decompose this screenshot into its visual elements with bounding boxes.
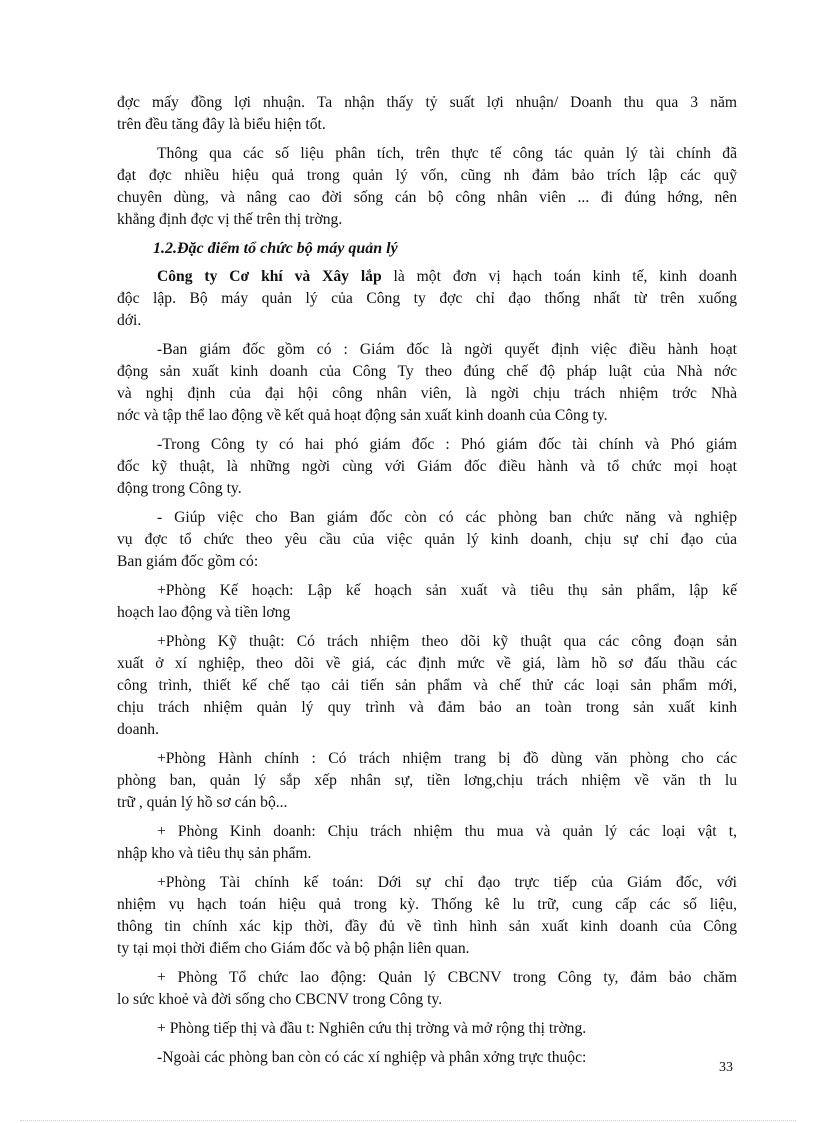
text-line: đợc mấy đồng lợi nhuận. Ta nhận thấy tỷ suất lợi nhuận/ Doanh thu qua 3 năm bbox=[117, 94, 737, 111]
text-line: lo sức khoẻ và đời sống cho CBCNV trong Công ty. bbox=[117, 991, 443, 1008]
text-line: đạt đợc nhiều hiệu quả trong quản lý vốn, cũng nh đảm bảo trích lập các quỹ bbox=[117, 167, 737, 184]
text-line: nớc và tập thể lao động về kết quả hoạt động sản xuất kinh doanh của Công ty. bbox=[117, 407, 608, 424]
document-page bbox=[117, 92, 737, 1076]
text-line: doanh. bbox=[117, 721, 160, 738]
paragraph-business-dept bbox=[117, 821, 737, 865]
text-line bbox=[117, 266, 737, 288]
text-line: ty tại mọi thời điểm cho Giám đốc và bộ phận liên quan. bbox=[117, 940, 470, 957]
paragraph-planning-dept bbox=[117, 580, 737, 624]
text-line: dới. bbox=[117, 312, 142, 329]
paragraph-marketing-dept bbox=[117, 1018, 737, 1040]
text-line: + Phòng Kinh doanh: Chịu trách nhiệm thu mua và quản lý các loại vật t, bbox=[157, 823, 737, 840]
text-line: vụ đợc tổ chức theo yêu cầu của việc quản lý kinh doanh, chịu sự chỉ đạo của bbox=[117, 531, 737, 548]
text-line: -Ban giám đốc gồm có : Giám đốc là ngời quyết định việc điều hành hoạt bbox=[157, 341, 737, 358]
text-line: và nghị định của đại hội công nhân viên, là ngời chịu trách nhiệm trớc Nhà bbox=[117, 385, 737, 402]
paragraph-finance-dept bbox=[117, 872, 737, 960]
text-line: trữ , quản lý hồ sơ cán bộ... bbox=[117, 794, 288, 811]
text-line: +Phòng Hành chính : Có trách nhiệm trang bị đồ dùng văn phòng cho các bbox=[157, 750, 737, 767]
text-line: khẳng định đợc vị thế trên thị trờng. bbox=[117, 211, 343, 228]
text-line: động trong Công ty. bbox=[117, 480, 242, 497]
paragraph-board bbox=[117, 339, 737, 427]
text-line: công trình, thiết kế chế tạo cải tiến sản phẩm và chế thử các loại sản phẩm mới, bbox=[117, 677, 737, 694]
text-fragment: là một đơn vị hạch toán kinh tế, kinh doanh bbox=[381, 268, 737, 285]
text-line: + Phòng tiếp thị và đầu t: Nghiên cứu thị trờng và mở rộng thị trờng. bbox=[157, 1020, 587, 1037]
text-line: chịu trách nhiệm quản lý quy trình và đảm bảo an toàn trong sản xuất kinh bbox=[117, 699, 737, 716]
paragraph-technical-dept bbox=[117, 631, 737, 741]
text-line: -Ngoài các phòng ban còn có các xí nghiệp và phân xởng trực thuộc: bbox=[157, 1049, 587, 1066]
section-heading: 1.2.Đặc điểm tổ chức bộ máy quản lý bbox=[153, 240, 398, 257]
paragraph-financial-analysis bbox=[117, 143, 737, 231]
text-line: -Trong Công ty có hai phó giám đốc : Phó giám đốc tài chính và Phó giám bbox=[157, 436, 737, 453]
text-line: thông tin chính xác kịp thời, đầy đủ về tình hình sản xuất kinh doanh của Công bbox=[117, 918, 737, 935]
text-line: trên đều tăng đây là biểu hiện tốt. bbox=[117, 116, 326, 133]
paragraph-other-units bbox=[117, 1047, 737, 1069]
text-line: - Giúp việc cho Ban giám đốc còn có các phòng ban chức năng và nghiệp bbox=[157, 509, 737, 526]
paragraph-profit-ratio bbox=[117, 92, 737, 136]
text-line: xuất ở xí nghiệp, theo dõi về giá, các định mức về giá, làm hồ sơ đấu thầu các bbox=[117, 655, 737, 672]
paragraph-company-intro bbox=[117, 266, 737, 332]
text-line: phòng ban, quản lý sắp xếp nhân sự, tiền lơng,chịu trách nhiệm về văn th lu bbox=[117, 772, 737, 789]
text-line: hoạch lao động và tiền lơng bbox=[117, 604, 291, 621]
text-line: đốc kỹ thuật, là những ngời cùng với Giám đốc điều hành và tổ chức mọi hoạt bbox=[117, 458, 737, 475]
text-line: Thông qua các số liệu phân tích, trên thực tế công tác quản lý tài chính đã bbox=[157, 145, 737, 162]
footer-divider bbox=[20, 1120, 796, 1121]
paragraph-deputy-directors bbox=[117, 434, 737, 500]
text-line: +Phòng Kế hoạch: Lập kế hoạch sản xuất và tiêu thụ sản phẩm, lập kế bbox=[157, 582, 737, 599]
paragraph-admin-dept bbox=[117, 748, 737, 814]
text-line: nhiệm vụ hạch toán hiệu quả trong kỳ. Thống kê lu trữ, cung cấp các số liệu, bbox=[117, 896, 737, 913]
text-line: +Phòng Kỹ thuật: Có trách nhiệm theo dõi kỹ thuật qua các công đoạn sản bbox=[157, 633, 737, 650]
text-line: độc lập. Bộ máy quản lý của Công ty đợc chỉ đạo thống nhất từ trên xuống bbox=[117, 290, 737, 307]
text-line: động sản xuất kinh doanh của Công Ty theo đúng chế độ pháp luật của Nhà nớc bbox=[117, 363, 737, 380]
paragraph-departments-intro bbox=[117, 507, 737, 573]
page-number: 33 bbox=[719, 1060, 733, 1075]
text-line: + Phòng Tổ chức lao động: Quản lý CBCNV trong Công ty, đảm bảo chăm bbox=[157, 969, 737, 986]
text-line: nhập kho và tiêu thụ sản phẩm. bbox=[117, 845, 312, 862]
company-name: Công ty Cơ khí và Xây lắp bbox=[157, 268, 382, 285]
text-line: Ban giám đốc gồm có: bbox=[117, 553, 259, 570]
text-line: +Phòng Tài chính kế toán: Dới sự chỉ đạo trực tiếp của Giám đốc, với bbox=[157, 874, 737, 891]
text-line: chuyên dùng, và nâng cao đời sống cán bộ công nhân viên ... đi đúng hớng, nên bbox=[117, 189, 737, 206]
paragraph-labour-dept bbox=[117, 967, 737, 1011]
